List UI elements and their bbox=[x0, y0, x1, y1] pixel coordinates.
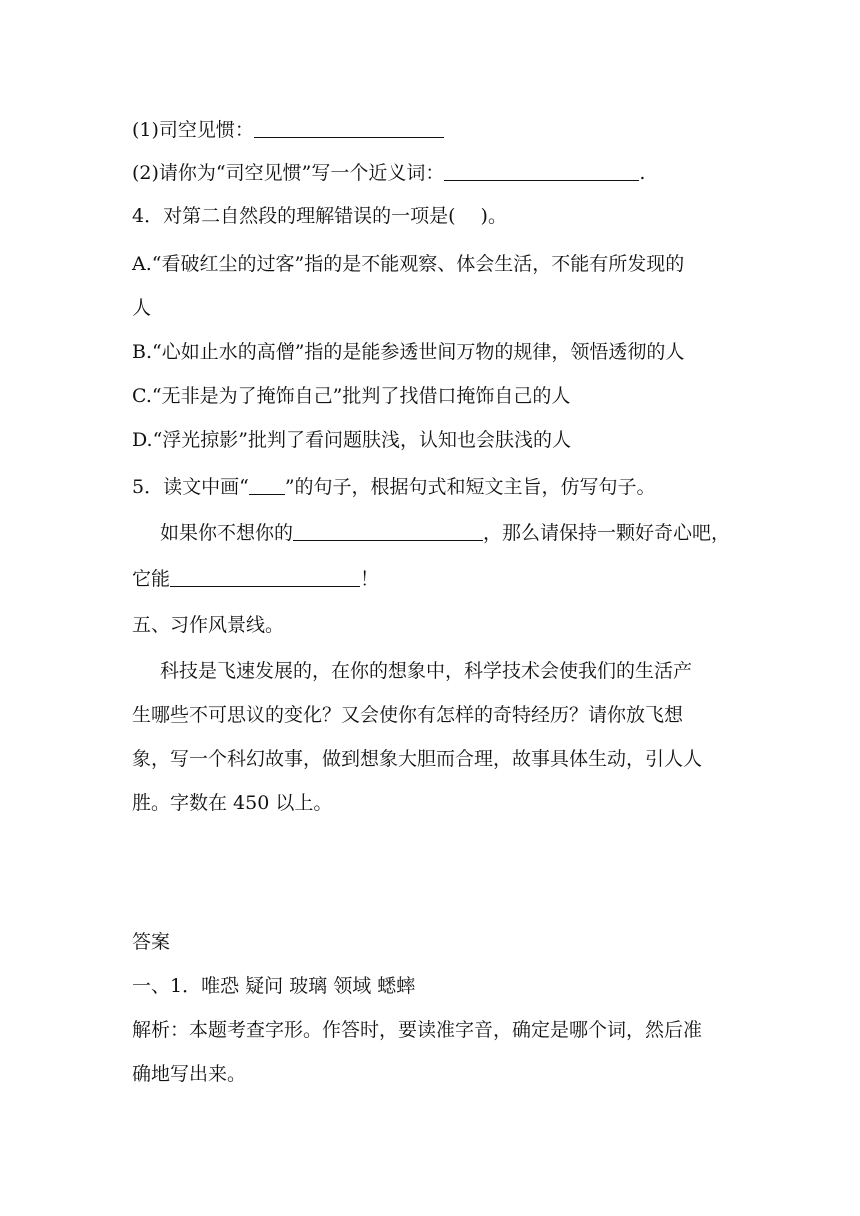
q5-stem-before: 5．读文中画“ bbox=[132, 476, 249, 498]
q4-option-a-line2: 人 bbox=[132, 297, 152, 319]
q4-stem: 4．对第二自然段的理解错误的一项是( )。 bbox=[132, 205, 507, 227]
q5-fill-line2-before: 它能 bbox=[132, 568, 171, 590]
section5-para-line1: 科技是飞速发展的，在你的想象中，科学技术会使我们的生活产 bbox=[160, 660, 693, 682]
q3-sub2-label: (2)请你为“司空见惯”写一个近义词： bbox=[132, 162, 445, 184]
q5-fill-line1-before: 如果你不想你的 bbox=[160, 522, 294, 544]
q5-fill-line2 bbox=[132, 566, 732, 592]
q5-stem-after: ”的句子，根据句式和短文主旨，仿写句子。 bbox=[284, 476, 656, 498]
q5-fill-blank2 bbox=[170, 568, 360, 587]
answers-analysis-line2: 确地写出来。 bbox=[132, 1063, 247, 1085]
q4-option-d: D.“浮光掠影”批判了看问题肤浅，认知也会肤浅的人 bbox=[132, 429, 572, 451]
q3-sub2-blank bbox=[444, 162, 639, 181]
answers-heading: 答案 bbox=[132, 931, 171, 953]
q5-fill-blank1 bbox=[293, 522, 483, 541]
q5-fill-line2-after: ！ bbox=[360, 568, 380, 590]
answers-item1: 一、1．唯恐 疑问 玻璃 领域 蟋蟀 bbox=[132, 975, 416, 997]
q5-fill-line1 bbox=[160, 520, 760, 546]
answers-analysis-line1: 解析：本题考查字形。作答时，要读准字音，确定是哪个词，然后准 bbox=[132, 1019, 703, 1041]
section5-para-line4: 胜。字数在 450 以上。 bbox=[132, 792, 333, 814]
q3-sub2-end: . bbox=[639, 162, 646, 184]
section5-para-line2: 生哪些不可思议的变化？又会使你有怎样的奇特经历？请你放飞想 bbox=[132, 704, 684, 726]
section5-para-line3: 象，写一个科幻故事，做到想象大胆而合理，故事具体生动，引人人 bbox=[132, 748, 703, 770]
q3-sub1-blank bbox=[254, 119, 444, 138]
q5-fill-line1-after: ，那么请保持一颗好奇心吧， bbox=[483, 522, 731, 544]
q5-underline-sample bbox=[249, 476, 285, 495]
q4-option-a-line1: A.“看破红尘的过客”指的是不能观察、体会生活，不能有所发现的 bbox=[132, 253, 685, 275]
section5-heading: 五、习作风景线。 bbox=[132, 614, 285, 636]
q5-stem bbox=[132, 474, 732, 500]
q4-option-b: B.“心如止水的高僧”指的是能参透世间万物的规律，领悟透彻的人 bbox=[132, 341, 685, 363]
q3-sub1 bbox=[132, 117, 732, 143]
q3-sub2 bbox=[132, 160, 732, 186]
q4-option-c: C.“无非是为了掩饰自己”批判了找借口掩饰自己的人 bbox=[132, 385, 571, 407]
q3-sub1-label: (1)司空见惯： bbox=[132, 119, 254, 141]
